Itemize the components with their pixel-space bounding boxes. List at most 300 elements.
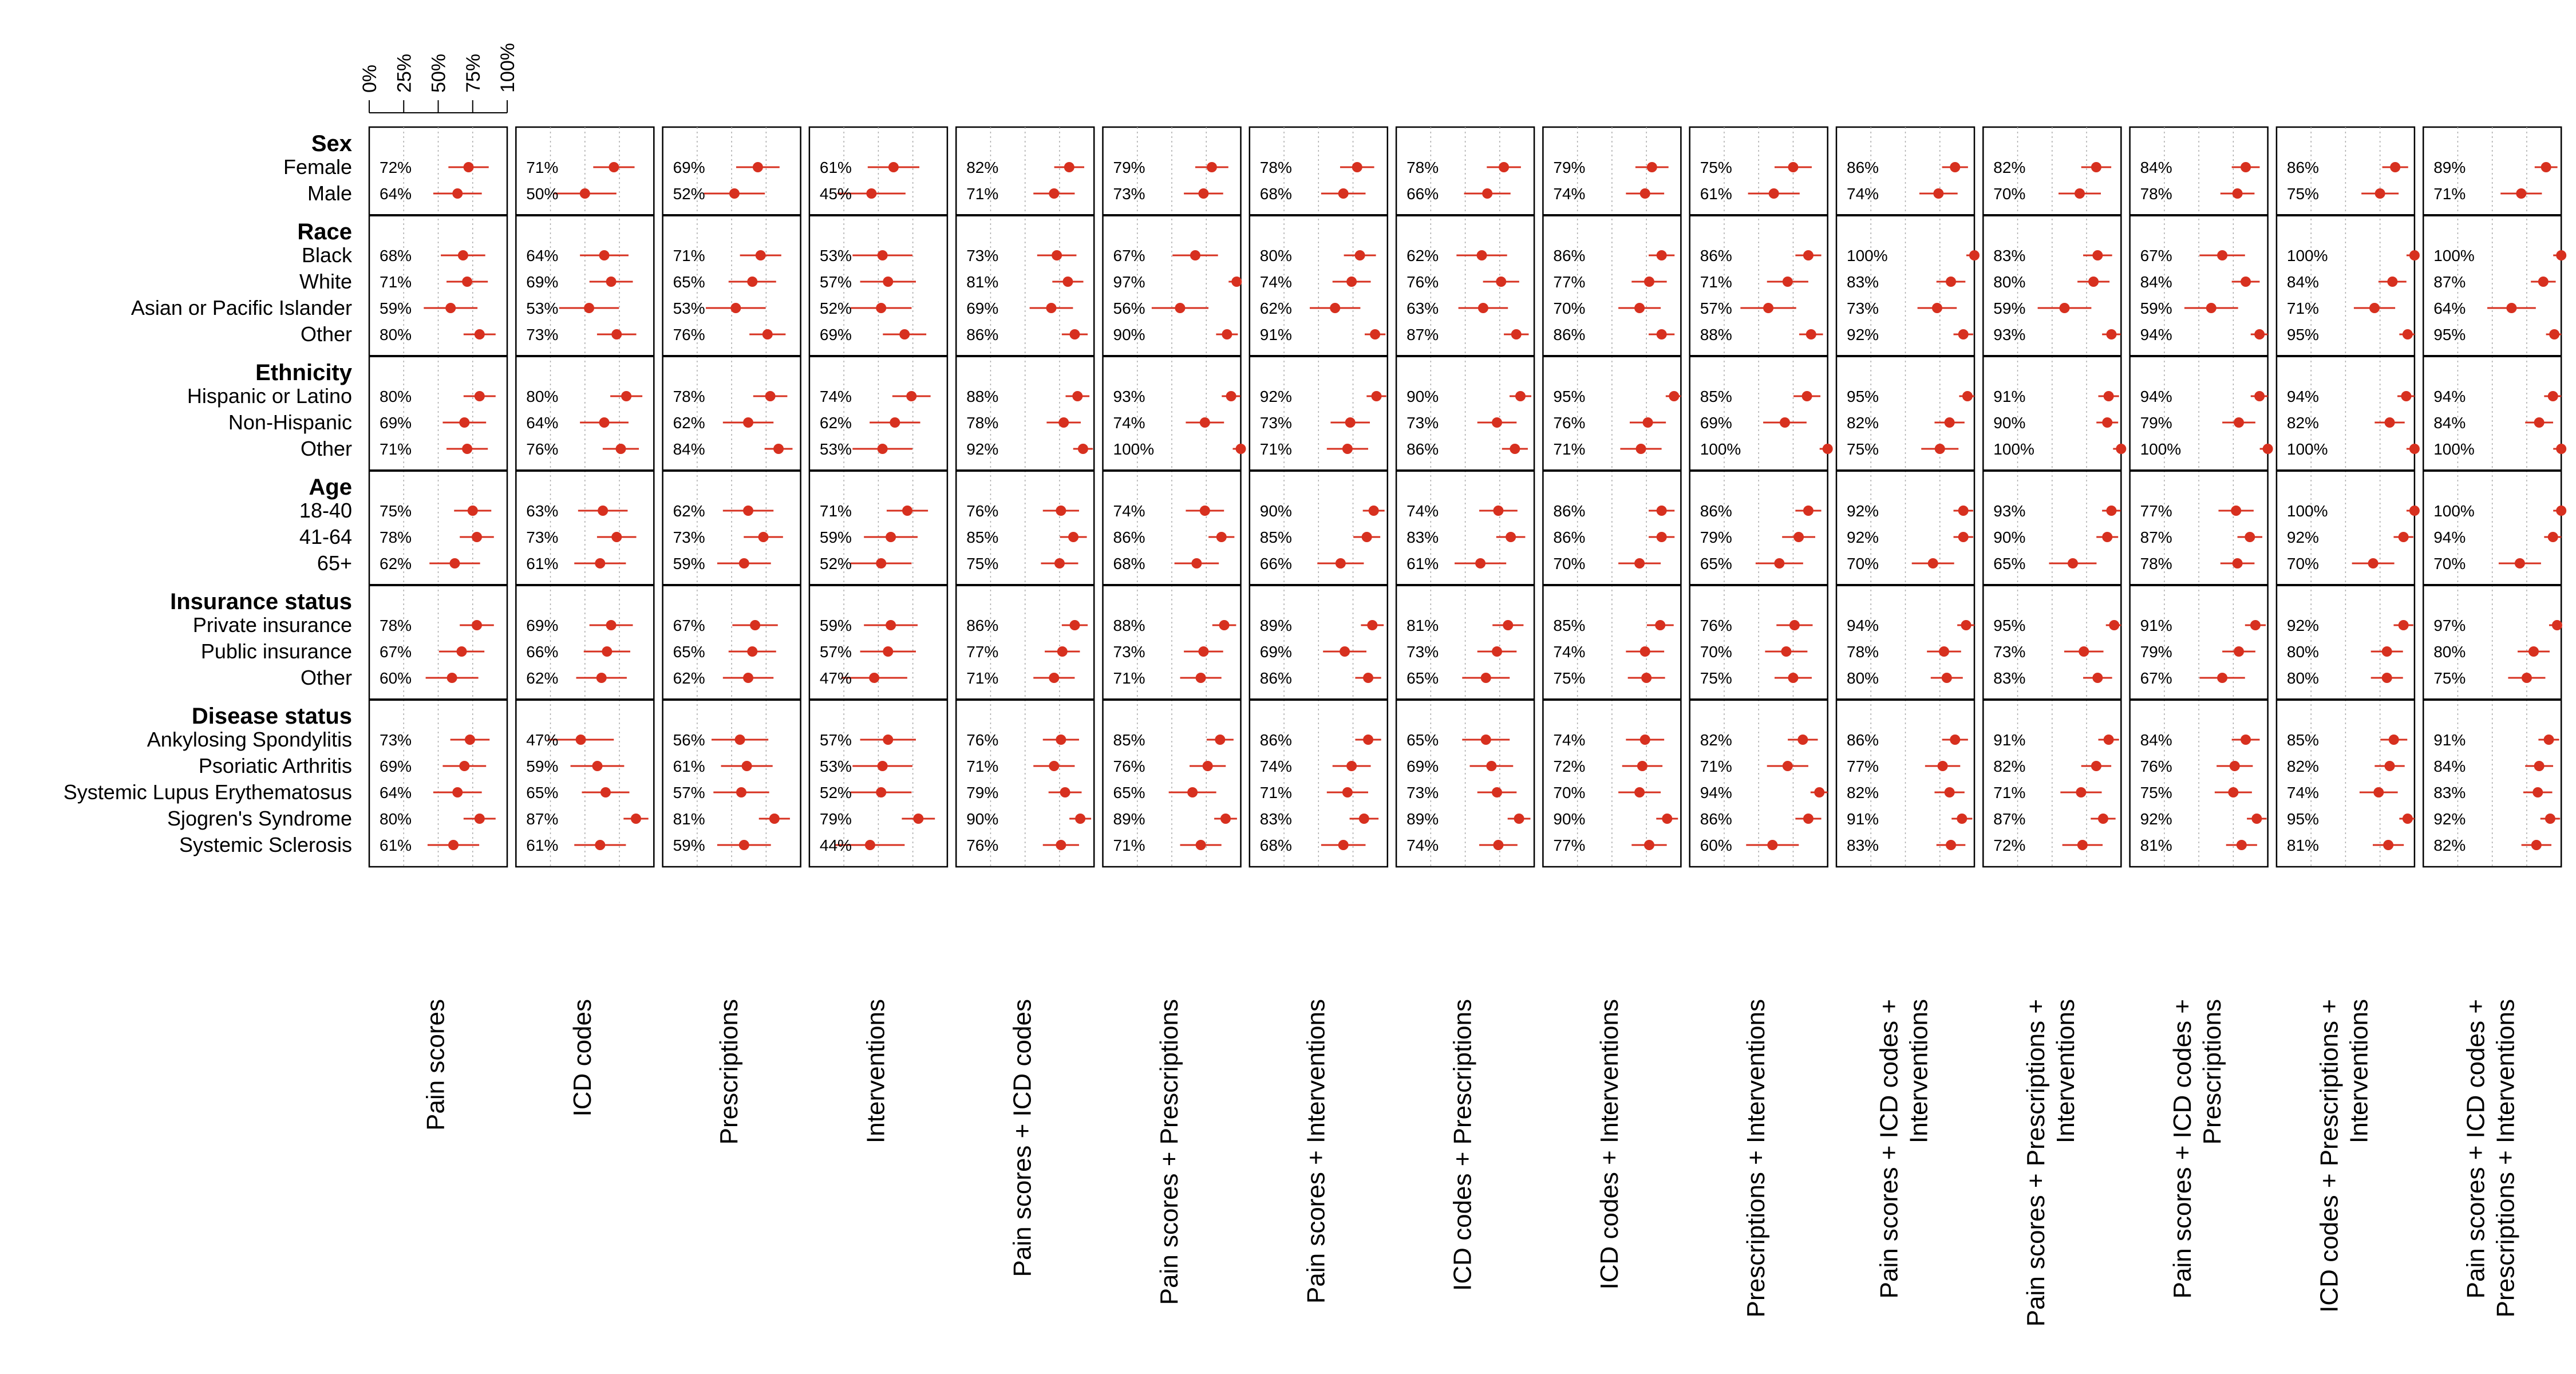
estimate-point [1499, 162, 1509, 172]
estimate-point [1346, 761, 1357, 771]
percent-label: 75% [966, 555, 999, 572]
estimate-point [1643, 417, 1653, 428]
percent-label: 80% [1259, 247, 1292, 264]
estimate-point [2233, 558, 2243, 568]
percent-label: 78% [380, 528, 412, 546]
percent-label: 52% [673, 185, 705, 203]
estimate-point [2409, 506, 2420, 516]
percent-label: 74% [1406, 502, 1439, 520]
percent-label: 65% [526, 784, 559, 802]
percent-label: 70% [1993, 185, 2026, 203]
estimate-point [736, 787, 746, 797]
estimate-point [906, 391, 916, 401]
estimate-point [1958, 506, 1969, 516]
percent-label: 95% [1847, 388, 1879, 405]
estimate-point [1342, 787, 1353, 797]
estimate-point [876, 303, 886, 313]
percent-label: 67% [1113, 247, 1145, 264]
estimate-point [2399, 532, 2409, 542]
percent-label: 85% [1113, 731, 1145, 749]
percent-label: 92% [1847, 326, 1879, 344]
estimate-point [869, 673, 879, 683]
percent-label: 82% [1993, 159, 2026, 176]
percent-label: 86% [1553, 528, 1586, 546]
percent-label: 90% [1993, 414, 2026, 432]
percent-label: 71% [966, 669, 999, 687]
estimate-point [2403, 329, 2413, 339]
percent-label: 83% [1406, 528, 1439, 546]
percent-label: 73% [673, 528, 705, 546]
column-label: Pain scores + Prescriptions [1155, 999, 1183, 1305]
percent-label: 93% [1993, 502, 2026, 520]
percent-label: 74% [2286, 784, 2319, 802]
column-label: Interventions [2051, 999, 2080, 1143]
estimate-point [1069, 620, 1080, 630]
estimate-point [1049, 761, 1059, 771]
estimate-point [2390, 162, 2400, 172]
estimate-point [1203, 761, 1213, 771]
row-label: Psoriatic Arthritis [198, 754, 352, 777]
percent-label: 52% [819, 784, 852, 802]
percent-label: 86% [1113, 528, 1145, 546]
percent-label: 86% [1553, 247, 1586, 264]
estimate-point [2548, 391, 2558, 401]
percent-label: 86% [1259, 669, 1292, 687]
estimate-point [1064, 162, 1074, 172]
estimate-point [611, 532, 622, 542]
percent-label: 75% [2433, 669, 2466, 687]
percent-label: 76% [966, 836, 999, 854]
estimate-point [886, 532, 896, 542]
percent-label: 61% [526, 836, 559, 854]
column-label: Pain scores + ICD codes + [2168, 999, 2197, 1299]
estimate-point [1049, 188, 1059, 199]
estimate-point [1056, 735, 1066, 745]
percent-label: 76% [526, 440, 559, 458]
percent-label: 100% [2140, 440, 2182, 458]
percent-label: 82% [966, 159, 999, 176]
estimate-point [902, 506, 912, 516]
estimate-point [2075, 188, 2085, 199]
percent-label: 68% [1259, 185, 1292, 203]
percent-label: 71% [380, 273, 412, 291]
estimate-point [459, 761, 469, 771]
estimate-point [1345, 417, 1356, 428]
percent-label: 47% [819, 669, 852, 687]
estimate-point [2385, 761, 2395, 771]
percent-label: 69% [819, 326, 852, 344]
estimate-point [1641, 673, 1652, 683]
percent-label: 68% [1259, 836, 1292, 854]
percent-label: 53% [819, 440, 852, 458]
percent-label: 95% [1553, 388, 1586, 405]
row-label: Female [283, 155, 352, 179]
percent-label: 78% [2140, 555, 2172, 572]
row-label: Private insurance [192, 613, 352, 637]
estimate-point [1363, 735, 1373, 745]
percent-label: 86% [1700, 502, 1732, 520]
percent-label: 81% [2286, 836, 2319, 854]
percent-label: 83% [2433, 784, 2466, 802]
estimate-point [1215, 735, 1225, 745]
percent-label: 52% [819, 555, 852, 572]
estimate-point [1481, 735, 1491, 745]
estimate-point [739, 558, 749, 568]
percent-label: 73% [1406, 643, 1439, 661]
percent-label: 70% [2286, 555, 2319, 572]
percent-label: 76% [966, 731, 999, 749]
estimate-point [876, 558, 886, 568]
percent-label: 57% [819, 643, 852, 661]
percent-label: 65% [673, 643, 705, 661]
percent-label: 59% [673, 836, 705, 854]
estimate-point [2230, 761, 2240, 771]
estimate-point [1187, 787, 1198, 797]
percent-label: 80% [2286, 669, 2319, 687]
estimate-point [2254, 329, 2265, 339]
estimate-point [2534, 417, 2545, 428]
estimate-point [2541, 162, 2551, 172]
estimate-point [475, 391, 485, 401]
percent-label: 64% [380, 185, 412, 203]
percent-label: 62% [380, 555, 412, 572]
row-label: Other [300, 322, 352, 346]
percent-label: 69% [1259, 643, 1292, 661]
estimate-point [1511, 329, 1522, 339]
percent-label: 95% [2286, 326, 2319, 344]
percent-label: 89% [1113, 810, 1145, 828]
percent-label: 84% [673, 440, 705, 458]
estimate-point [598, 506, 608, 516]
estimate-point [2506, 303, 2516, 313]
row-label: Hispanic or Latino [187, 384, 352, 408]
percent-label: 82% [2286, 757, 2319, 775]
estimate-point [1056, 840, 1066, 850]
estimate-point [1363, 673, 1373, 683]
percent-label: 100% [1847, 247, 1888, 264]
percent-label: 93% [1113, 388, 1145, 405]
estimate-point [1935, 444, 1945, 454]
estimate-point [2549, 329, 2559, 339]
estimate-point [1072, 391, 1082, 401]
estimate-point [452, 188, 463, 199]
percent-label: 85% [1700, 388, 1732, 405]
percent-label: 61% [819, 159, 852, 176]
percent-label: 59% [819, 617, 852, 634]
estimate-point [2387, 277, 2397, 287]
estimate-point [465, 735, 475, 745]
estimate-point [2532, 787, 2543, 797]
column-label: Prescriptions + Interventions [2491, 999, 2520, 1318]
estimate-point [472, 532, 482, 542]
percent-label: 94% [1700, 784, 1732, 802]
percent-label: 69% [526, 273, 559, 291]
percent-label: 86% [966, 326, 999, 344]
estimate-point [1774, 558, 1784, 568]
percent-label: 71% [1700, 757, 1732, 775]
row-label: Public insurance [200, 639, 352, 663]
estimate-point [1939, 646, 1949, 657]
percent-label: 87% [2140, 528, 2172, 546]
percent-label: 59% [819, 528, 852, 546]
percent-label: 85% [1259, 528, 1292, 546]
estimate-point [1823, 444, 1833, 454]
percent-label: 63% [526, 502, 559, 520]
percent-label: 100% [2286, 440, 2328, 458]
percent-label: 91% [1993, 388, 2026, 405]
estimate-point [2409, 444, 2420, 454]
estimate-point [2091, 761, 2101, 771]
estimate-point [449, 558, 460, 568]
percent-label: 65% [1406, 731, 1439, 749]
estimate-point [1336, 558, 1346, 568]
estimate-point [2375, 188, 2385, 199]
percent-label: 61% [1406, 555, 1439, 572]
percent-label: 81% [966, 273, 999, 291]
percent-label: 80% [526, 388, 559, 405]
estimate-point [890, 417, 900, 428]
estimate-point [883, 277, 893, 287]
estimate-point [1946, 840, 1956, 850]
percent-label: 78% [966, 414, 999, 432]
estimate-point [2409, 250, 2420, 260]
percent-label: 78% [1259, 159, 1292, 176]
estimate-point [2217, 673, 2227, 683]
percent-label: 90% [1553, 810, 1586, 828]
percent-label: 89% [2433, 159, 2466, 176]
percent-label: 53% [526, 299, 559, 317]
percent-label: 94% [2286, 388, 2319, 405]
percent-label: 89% [1406, 810, 1439, 828]
estimate-point [742, 761, 752, 771]
estimate-point [1793, 532, 1804, 542]
percent-label: 71% [1553, 440, 1586, 458]
estimate-point [1657, 532, 1667, 542]
percent-label: 71% [526, 159, 559, 176]
percent-label: 59% [2140, 299, 2172, 317]
estimate-point [2092, 673, 2103, 683]
estimate-point [1797, 735, 1808, 745]
row-label: Systemic Sclerosis [179, 833, 352, 856]
percent-label: 90% [1113, 326, 1145, 344]
percent-label: 61% [380, 836, 412, 854]
estimate-point [2234, 417, 2244, 428]
estimate-point [878, 444, 888, 454]
percent-label: 91% [2433, 731, 2466, 749]
estimate-point [743, 417, 753, 428]
estimate-point [1637, 761, 1647, 771]
percent-label: 90% [1406, 388, 1439, 405]
estimate-point [2515, 558, 2525, 568]
estimate-point [1789, 620, 1800, 630]
estimate-point [1634, 787, 1645, 797]
estimate-point [1342, 444, 1353, 454]
percent-label: 71% [1993, 784, 2026, 802]
percent-label: 69% [380, 757, 412, 775]
estimate-point [611, 329, 622, 339]
estimate-point [2528, 646, 2539, 657]
column-label: ICD codes + Interventions [1595, 999, 1623, 1290]
percent-label: 53% [673, 299, 705, 317]
percent-label: 92% [1847, 502, 1879, 520]
percent-label: 87% [1406, 326, 1439, 344]
estimate-point [2245, 532, 2255, 542]
percent-label: 76% [673, 326, 705, 344]
row-label: Systemic Lupus Erythematosus [63, 780, 352, 804]
estimate-point [1969, 250, 1980, 260]
row-label: Black [301, 243, 352, 267]
estimate-point [1962, 391, 1973, 401]
percent-label: 82% [1847, 414, 1879, 432]
row-label: Non-Hispanic [228, 410, 352, 434]
estimate-point [762, 329, 773, 339]
percent-label: 84% [2140, 159, 2172, 176]
percent-label: 73% [966, 247, 999, 264]
percent-label: 79% [1113, 159, 1145, 176]
percent-label: 82% [1993, 757, 2026, 775]
percent-label: 71% [819, 502, 852, 520]
percent-label: 76% [2140, 757, 2172, 775]
estimate-point [2382, 646, 2392, 657]
estimate-point [448, 840, 459, 850]
estimate-point [2091, 162, 2101, 172]
estimate-point [621, 391, 631, 401]
percent-label: 61% [1700, 185, 1732, 203]
percent-label: 53% [819, 247, 852, 264]
percent-label: 56% [1113, 299, 1145, 317]
percent-label: 65% [1993, 555, 2026, 572]
percent-label: 73% [526, 326, 559, 344]
row-label: 18-40 [299, 499, 352, 522]
estimate-point [472, 620, 482, 630]
estimate-point [1052, 250, 1062, 260]
row-label: 65+ [317, 551, 352, 575]
percent-label: 85% [966, 528, 999, 546]
percent-label: 92% [2433, 810, 2466, 828]
estimate-point [2206, 303, 2217, 313]
estimate-point [595, 840, 605, 850]
estimate-point [1220, 814, 1231, 824]
estimate-point [2385, 417, 2395, 428]
percent-label: 81% [673, 810, 705, 828]
percent-label: 71% [1113, 836, 1145, 854]
estimate-point [1950, 162, 1960, 172]
estimate-point [1514, 814, 1524, 824]
percent-label: 81% [1406, 617, 1439, 634]
percent-label: 44% [819, 836, 852, 854]
percent-label: 75% [2286, 185, 2319, 203]
estimate-point [1190, 250, 1200, 260]
estimate-point [1928, 558, 1938, 568]
estimate-point [2556, 444, 2566, 454]
estimate-point [602, 646, 612, 657]
estimate-point [876, 787, 886, 797]
estimate-point [631, 814, 641, 824]
percent-label: 62% [1259, 299, 1292, 317]
estimate-point [2389, 735, 2399, 745]
estimate-point [2228, 787, 2238, 797]
estimate-point [883, 646, 893, 657]
column-label: Pain scores [421, 999, 450, 1131]
estimate-point [464, 162, 474, 172]
estimate-point [1196, 840, 1206, 850]
percent-label: 87% [2433, 273, 2466, 291]
percent-label: 92% [2140, 810, 2172, 828]
percent-label: 80% [380, 326, 412, 344]
percent-label: 85% [1553, 617, 1586, 634]
percent-label: 85% [2286, 731, 2319, 749]
estimate-point [1493, 506, 1503, 516]
estimate-point [1636, 444, 1646, 454]
percent-label: 69% [526, 617, 559, 634]
percent-label: 73% [1113, 643, 1145, 661]
percent-label: 65% [1700, 555, 1732, 572]
estimate-point [1191, 558, 1202, 568]
percent-label: 86% [1847, 731, 1879, 749]
estimate-point [2234, 646, 2244, 657]
percent-label: 95% [1993, 617, 2026, 634]
percent-label: 61% [526, 555, 559, 572]
percent-label: 78% [2140, 185, 2172, 203]
estimate-point [2263, 444, 2273, 454]
percent-label: 78% [673, 388, 705, 405]
percent-label: 68% [1113, 555, 1145, 572]
group-label: Insurance status [170, 589, 352, 614]
estimate-point [866, 188, 876, 199]
estimate-point [462, 277, 472, 287]
percent-label: 60% [380, 669, 412, 687]
percent-label: 62% [673, 414, 705, 432]
estimate-point [2368, 558, 2379, 568]
percent-label: 84% [2433, 414, 2466, 432]
percent-label: 100% [2433, 440, 2475, 458]
percent-label: 80% [1847, 669, 1879, 687]
row-label: Male [307, 181, 352, 205]
estimate-point [1803, 814, 1814, 824]
estimate-point [886, 620, 896, 630]
estimate-point [2241, 162, 2251, 172]
percent-label: 78% [1406, 159, 1439, 176]
estimate-point [2104, 735, 2114, 745]
estimate-point [1657, 250, 1667, 260]
percent-label: 77% [2140, 502, 2172, 520]
percent-label: 70% [1553, 299, 1586, 317]
percent-label: 66% [1406, 185, 1439, 203]
percent-label: 71% [673, 247, 705, 264]
estimate-point [1346, 277, 1357, 287]
estimate-point [2109, 620, 2119, 630]
axis-tick-label: 50% [428, 53, 450, 93]
estimate-point [580, 188, 590, 199]
percent-label: 83% [1847, 836, 1879, 854]
percent-label: 80% [1993, 273, 2026, 291]
percent-label: 57% [1700, 299, 1732, 317]
percent-label: 64% [380, 784, 412, 802]
estimate-point [2373, 787, 2384, 797]
estimate-point [769, 814, 780, 824]
percent-label: 75% [1700, 159, 1732, 176]
column-label: ICD codes + Prescriptions + [2315, 999, 2344, 1313]
estimate-point [1060, 787, 1070, 797]
percent-label: 74% [1113, 502, 1145, 520]
estimate-point [1062, 277, 1073, 287]
estimate-point [1492, 417, 1502, 428]
percent-label: 91% [1847, 810, 1879, 828]
percent-label: 76% [1700, 617, 1732, 634]
percent-label: 74% [1847, 185, 1879, 203]
column-label: Interventions [2345, 999, 2373, 1143]
percent-label: 71% [1113, 669, 1145, 687]
